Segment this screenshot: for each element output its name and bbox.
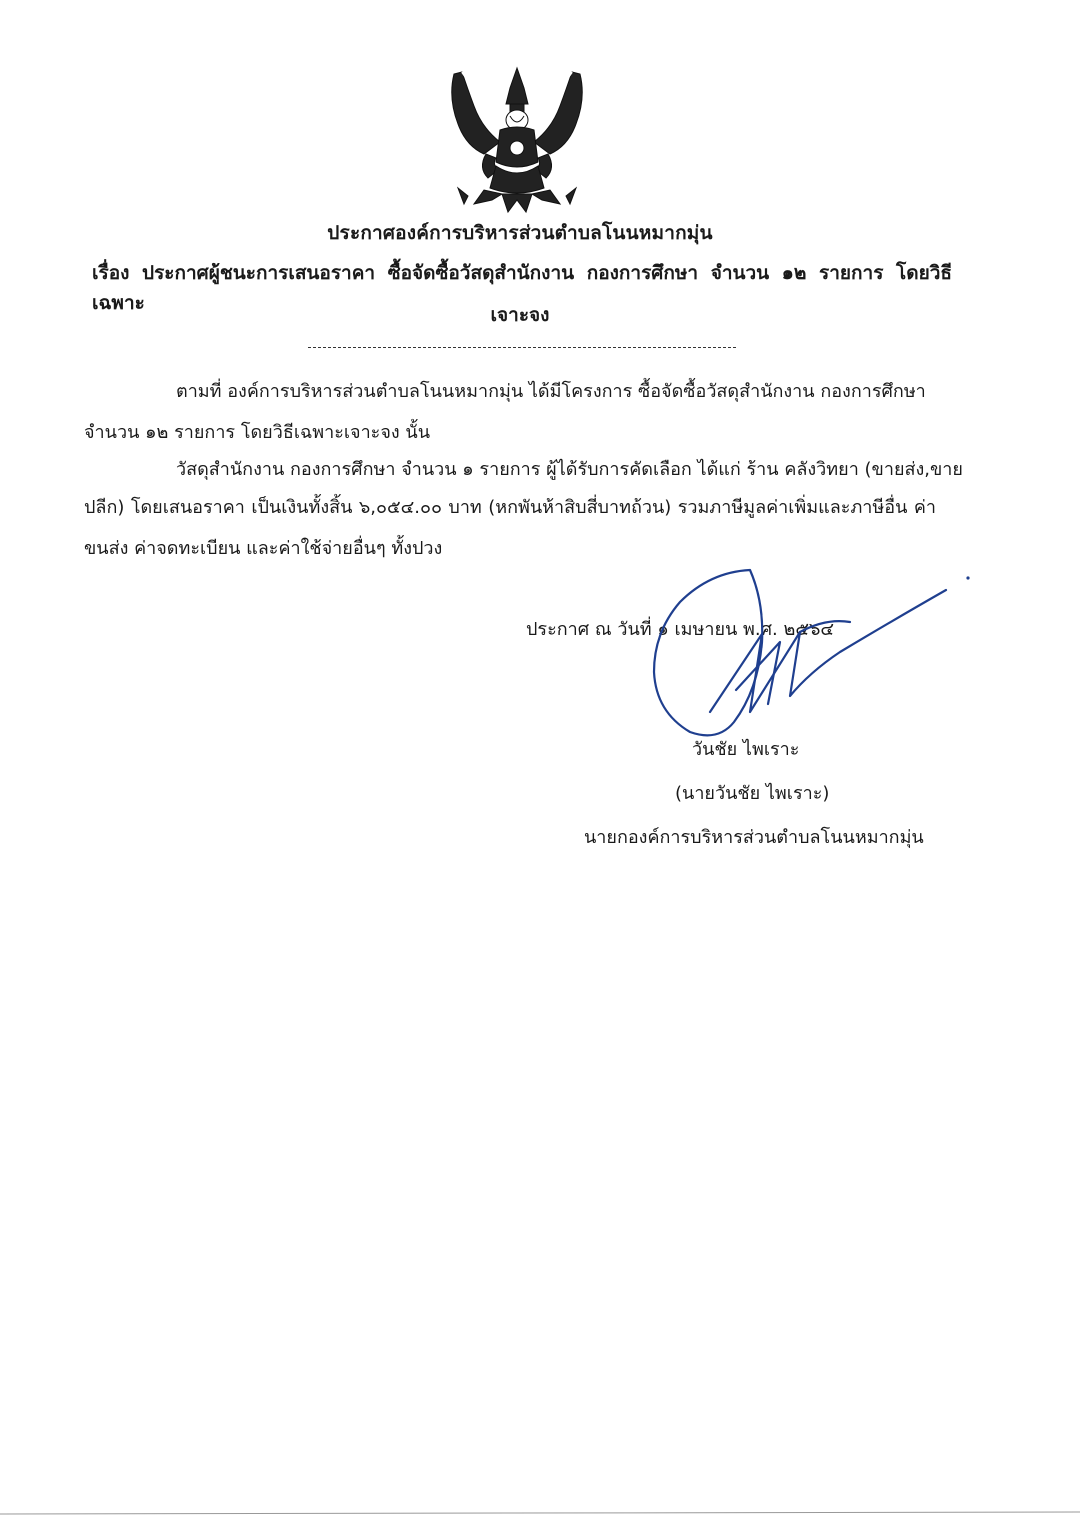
handwritten-signature [640, 562, 980, 752]
subject-continuation: เจาะจง [490, 304, 550, 326]
paragraph-1-line-1: ตามที่ องค์การบริหารส่วนตำบลโนนหมากมุ่น ได้มีโครงการ ซื้อจัดซื้อวัสดุสำนักงาน กองการศึกษา [176, 381, 926, 402]
signer-position: นายกองค์การบริหารส่วนตำบลโนนหมากมุ่น [584, 827, 924, 848]
paragraph-2-line-2: ปลีก) โดยเสนอราคา เป็นเงินทั้งสิ้น ๖,๐๕๔.๐๐ บาท (หกพันห้าสิบสี่บาทถ้วน) รวมภาษีมูลค่าเพิ่มและภาษีอื่น ค่า [84, 497, 936, 518]
paragraph-2-line-1: วัสดุสำนักงาน กองการศึกษา จำนวน ๑ รายการ ผู้ได้รับการคัดเลือก ได้แก่ ร้าน คลังวิทยา (ขายส่ง,ขาย [176, 459, 963, 480]
dashed-divider [308, 347, 736, 348]
handwritten-signer-name: วันชัย ไพเราะ [692, 739, 800, 760]
garuda-emblem-icon [444, 58, 590, 216]
announcement-date: ประกาศ ณ วันที่ ๑ เมษายน พ.ศ. ๒๕๖๔ [526, 619, 835, 640]
signer-name: (นายวันชัย ไพเราะ) [675, 783, 830, 804]
paragraph-2-line-3: ขนส่ง ค่าจดทะเบียน และค่าใช้จ่ายอื่นๆ ทั้งปวง [84, 538, 443, 559]
scan-edge-line [0, 1508, 1080, 1528]
document-title: ประกาศองค์การบริหารส่วนตำบลโนนหมากมุ่น [327, 222, 713, 244]
subject-line: เรื่อง ประกาศผู้ชนะการเสนอราคา ซื้อจัดซื้อวัสดุสำนักงาน กองการศึกษา จำนวน ๑๒ รายการ โดยวิธีเฉพาะ [92, 262, 952, 314]
paragraph-1-line-2: จำนวน ๑๒ รายการ โดยวิธีเฉพาะเจาะจง นั้น [84, 422, 431, 443]
